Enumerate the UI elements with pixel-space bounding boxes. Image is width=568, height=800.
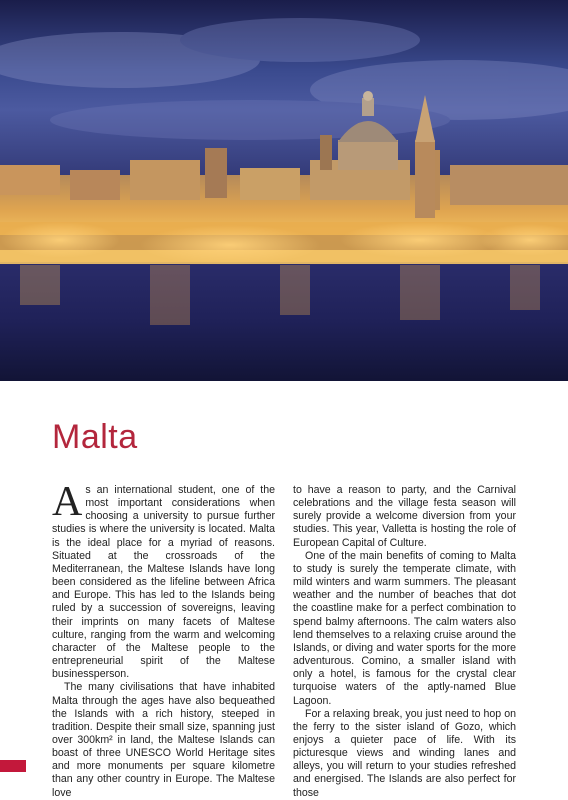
paragraph-5: For a relaxing break, you just need to hop on the ferry to the sister island of Gozo, which enjoys a quieter pace of life. With its picturesque views and winding lanes and alleys, you will return to your studies refreshed and energised. The Islands are also perfect for those xyxy=(293,707,516,799)
paragraph-1 xyxy=(52,479,275,681)
paragraph-2: The many civilisations that have inhabited Malta through the ages have also bequeathed the Islands with a rich history, steeped in tradition. Despite their small size, spanning just over 300km² in land, the Maltese Islands can boast of three UNESCO World Heritage sites and more monuments per square kilometre than any other country in Europe. The Maltese love xyxy=(52,681,275,799)
article-title: Malta xyxy=(52,418,138,456)
paragraph-1-text: s an international student, one of the most important considerations when choosing a university to pursue further studies is where the university is located. Malta is the ideal place for a myriad of reasons. Situated at the crossroads of the Mediterranean, the Maltese Islands have long been considered as the lifeline between Africa and Europe. This has led to the Islands being ruled by a succession of sovereigns, leaving their imprints on many facets of Maltese culture, ranging from the warm and welcoming character of the Maltese people to the entrepreneurial spirit of the Maltese businessperson. xyxy=(52,484,275,681)
drop-cap: A xyxy=(52,479,83,525)
article-column-left xyxy=(52,479,275,800)
hero-photo-valletta-skyline xyxy=(0,0,568,381)
skyline-illustration xyxy=(0,0,568,381)
page-marker-tab xyxy=(0,760,26,772)
paragraph-3: to have a reason to party, and the Carnival celebrations and the village festa season will surely provide a welcome diversion from your studies. This year, Valletta is hosting the role of European Capital of Culture. xyxy=(293,484,516,549)
article-column-right xyxy=(293,484,516,800)
paragraph-4: One of the main benefits of coming to Malta to study is surely the temperate climate, with mild winters and warm summers. The pleasant weather and the number of beaches that dot the coastline make for a perfect combination to spend balmy afternoons. The calm waters also lend themselves to a relaxing cruise around the Islands, or diving and water sports for the more adventurous. Comino, a smaller island with only a hotel, is famous for the crystal clear turquoise waters of the aptly-named Blue Lagoon. xyxy=(293,549,516,707)
